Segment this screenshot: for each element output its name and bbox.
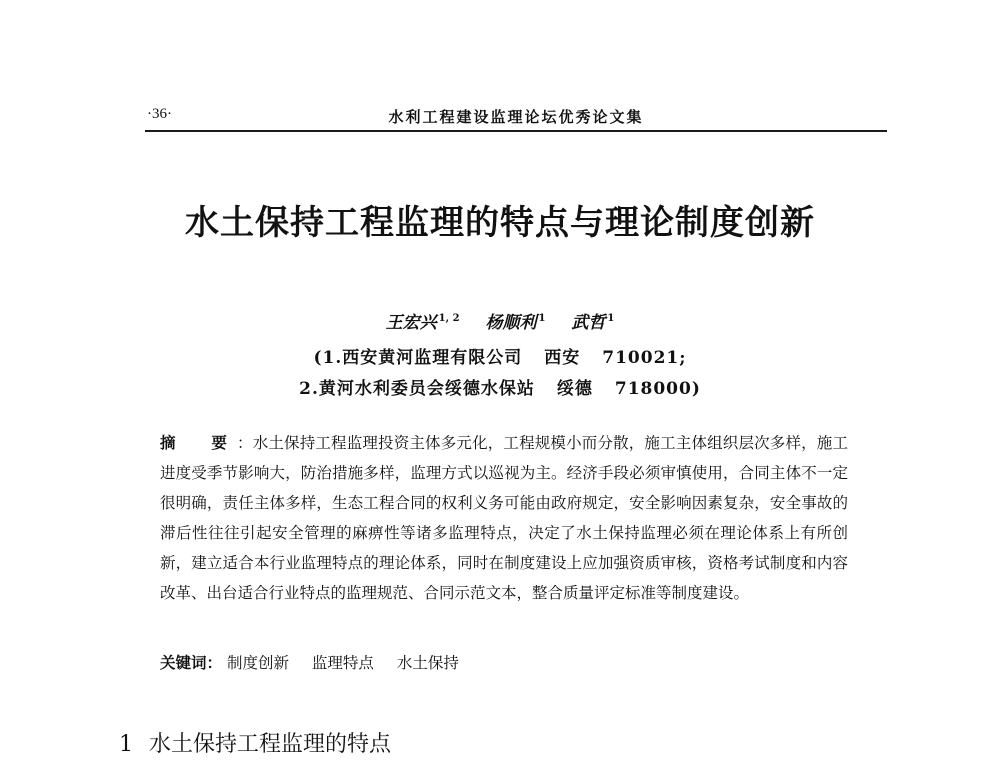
abstract-text: 水土保持工程监理投资主体多元化，工程规模小而分散，施工主体组织层次多样，施工进度受季节影响大，防治措施多样，监理方式以巡视为主。经济手段必须审慎使用，合同主体不一定很明确，责任主体多样，生态工程合同的权利义务可能由政府规定，安全影响因素复杂，安全事故的滞后性往往引起安全管理的麻痹性等诸多监理特点，决定了水土保持监理必须在理论体系上有所创新，建立适合本行业监理特点的理论体系，同时在制度建设上应加强资质审核，资格考试制度和内容改革、出台适合行业特点的监理规范、合同示范文本，整合质量评定标准等制度建设。 (160, 434, 848, 602)
abstract-label: 摘 要 (160, 434, 238, 452)
page-number: ·36· (147, 106, 172, 122)
section-heading (119, 727, 391, 758)
author-affiliation-mark: 1 (607, 313, 615, 325)
running-header (145, 104, 887, 132)
section-number: 1 (119, 732, 133, 757)
journal-title: 水利工程建设监理论坛优秀论文集 (388, 108, 644, 126)
affiliation-city: 绥德 (556, 379, 593, 399)
paper-title: 水土保持工程监理的特点与理论制度创新 (185, 203, 815, 243)
affiliation-org: 2.黄河水利委员会绥德水保站 (299, 379, 535, 399)
section-title: 水土保持工程监理的特点 (149, 732, 392, 757)
author-affiliation-mark: 1 (538, 313, 546, 325)
affiliation-postcode: 718000) (614, 379, 701, 399)
affiliation-org: (1.西安黄河监理有限公司 (313, 348, 523, 368)
keyword: 制度创新 (226, 654, 289, 672)
affiliation-postcode: 710021; (602, 348, 687, 368)
keyword: 水土保持 (396, 654, 459, 672)
keywords (160, 651, 477, 673)
abstract-separator: ： (237, 434, 253, 452)
author (386, 313, 460, 333)
abstract (160, 428, 848, 608)
author (571, 313, 614, 333)
affiliation (0, 343, 1000, 368)
author-list (0, 308, 1000, 333)
author (485, 313, 545, 333)
author-affiliation-mark: 1, 2 (438, 313, 460, 325)
author-name: 王宏兴 (385, 313, 437, 333)
keywords-label: 关键词： (160, 654, 223, 672)
affiliation-city: 西安 (544, 348, 581, 368)
author-name: 杨顺利 (485, 313, 537, 333)
affiliation (0, 374, 1000, 399)
keyword: 监理特点 (311, 654, 374, 672)
author-name: 武哲 (571, 313, 606, 333)
